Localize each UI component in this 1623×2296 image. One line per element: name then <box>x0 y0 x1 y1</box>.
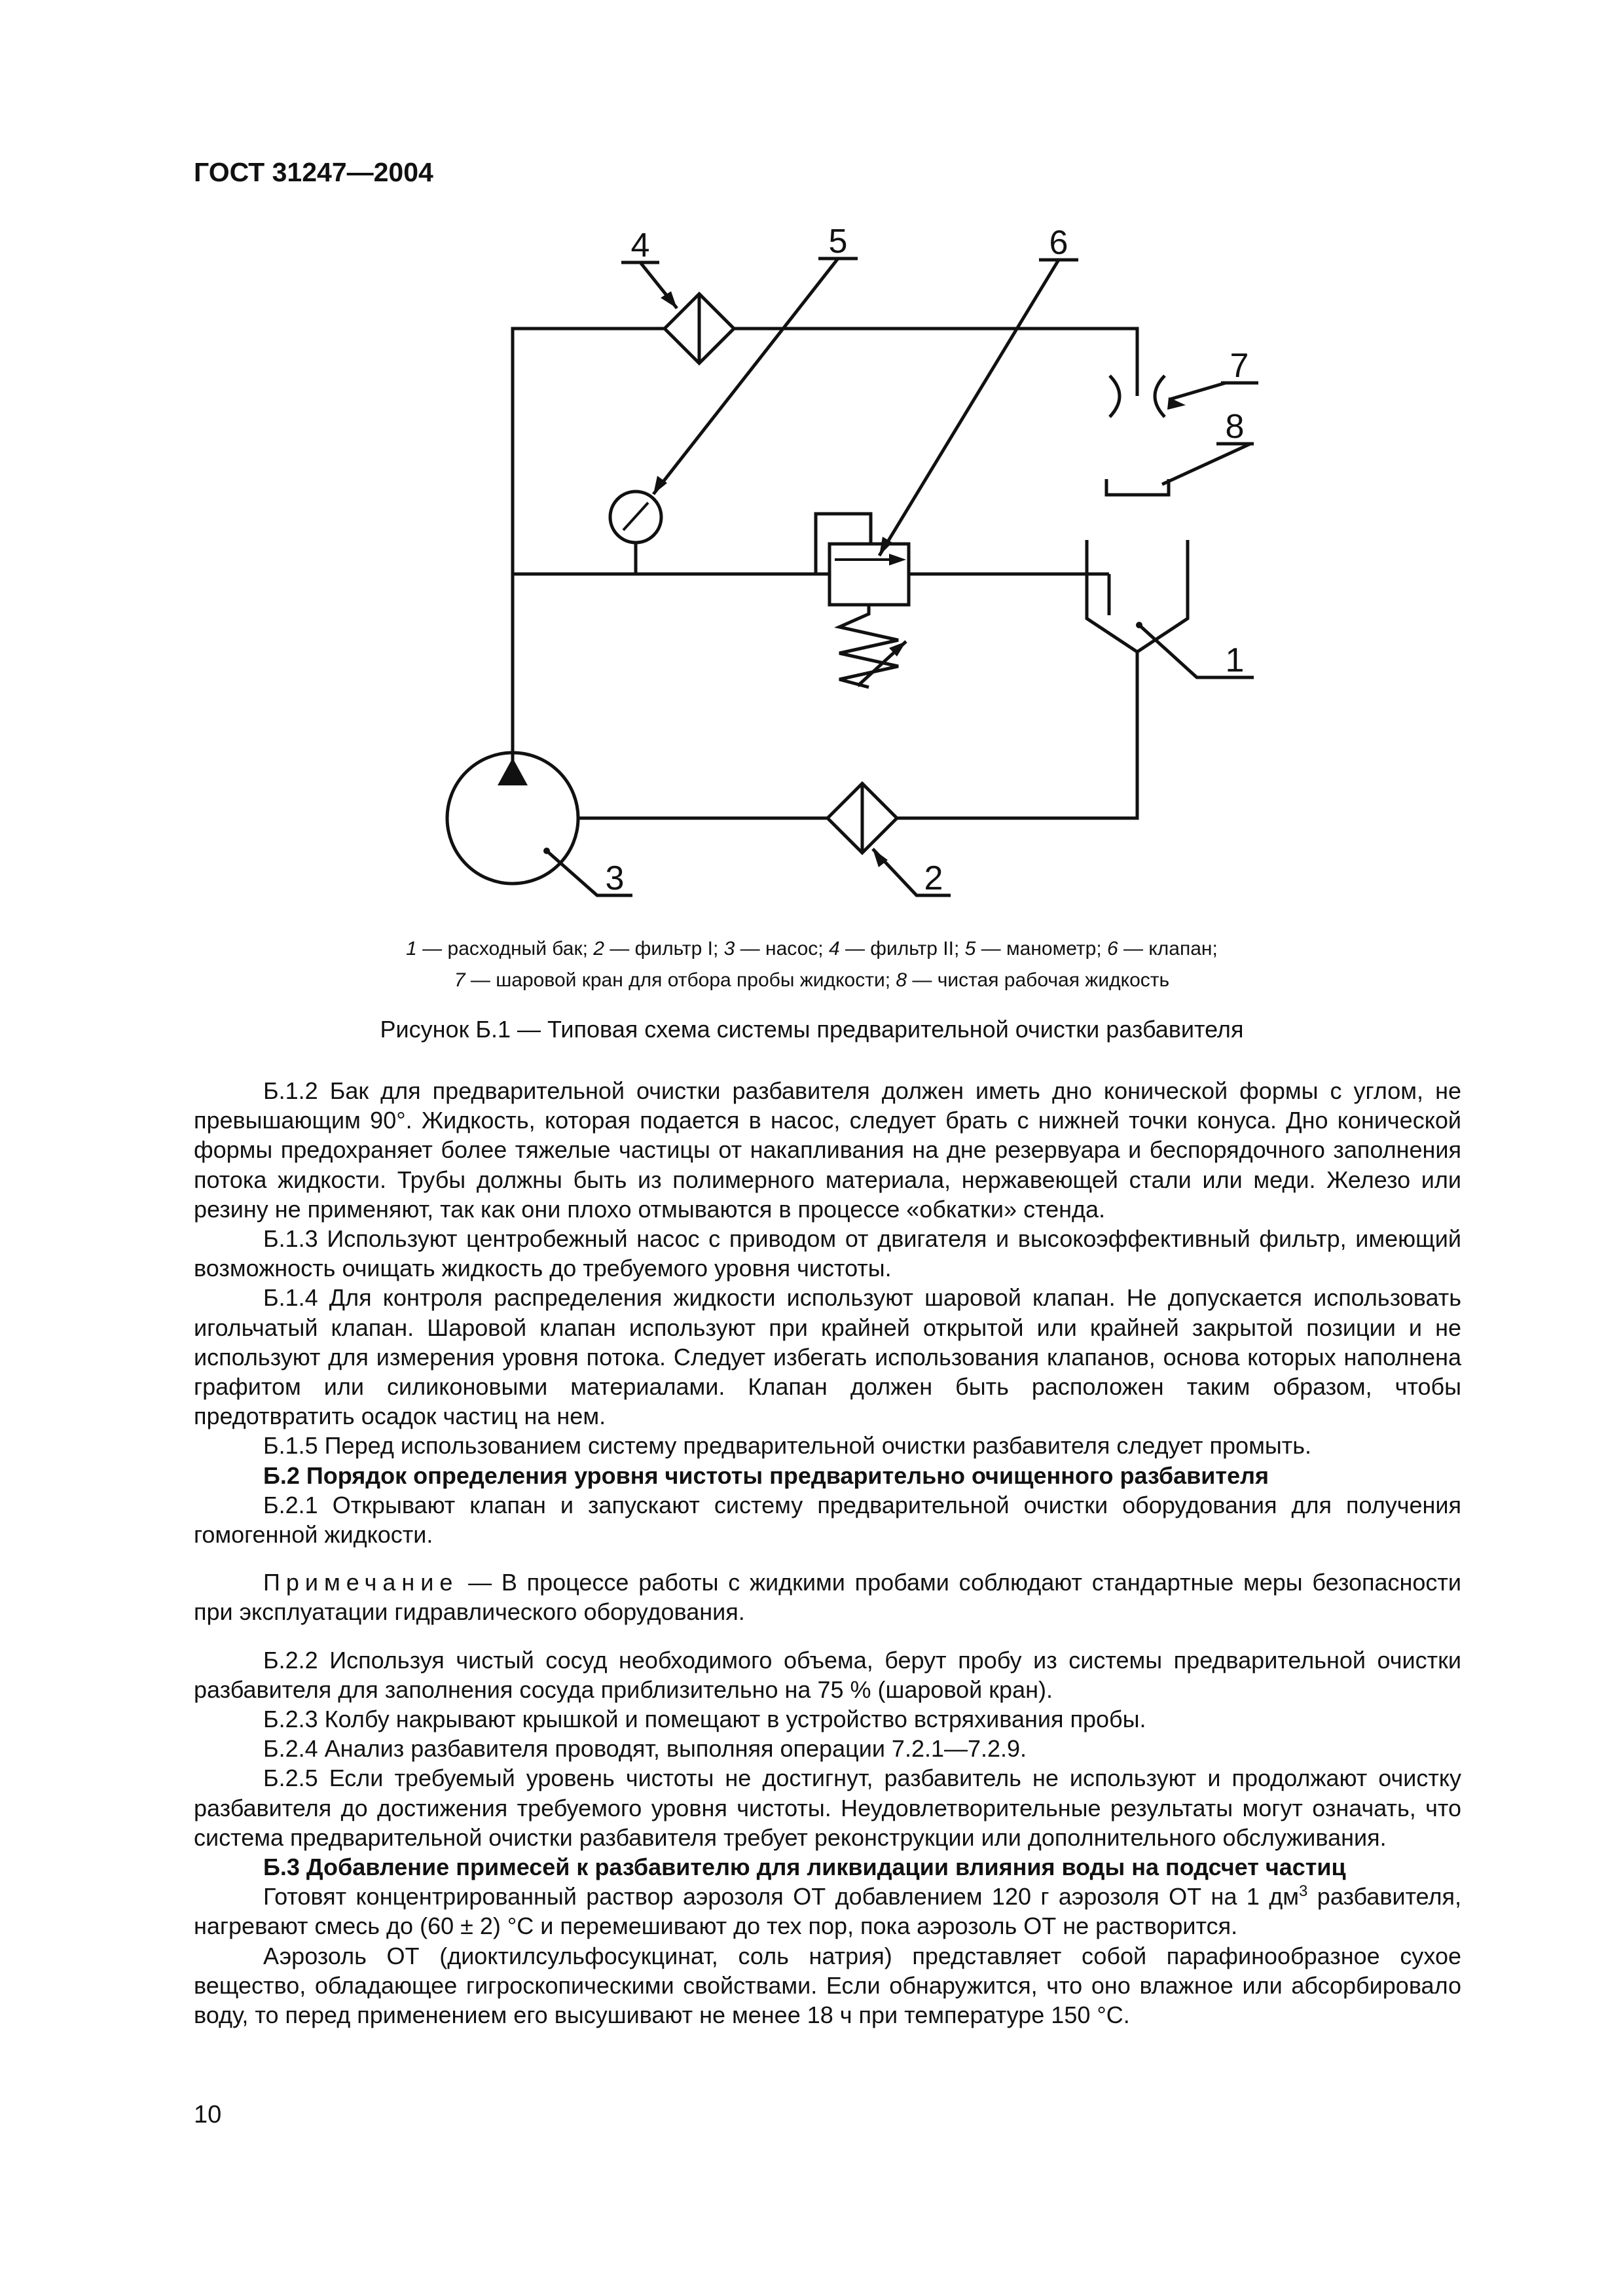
leader-7 <box>1170 383 1226 399</box>
paragraph-b3a-post: разбавителя, нагревают смесь до (60 ± 2) °С и перемешивают до тех пор, пока аэрозоль ОТ не растворится. <box>194 1883 1462 1940</box>
label-5: 5 <box>828 223 848 260</box>
legend-num: 4 <box>828 938 840 960</box>
paragraph-b15: Б.1.5 Перед использованием систему предварительной очистки разбавителя следует промыть. <box>263 1432 1311 1460</box>
superscript-3: 3 <box>1299 1882 1308 1901</box>
legend-num: 3 <box>723 938 735 960</box>
legend-num: 1 <box>406 938 417 960</box>
leader-8 <box>1162 444 1250 484</box>
note-label: Примечание <box>263 1569 459 1596</box>
pump-triangle-icon <box>498 758 528 785</box>
legend-num: 6 <box>1106 938 1118 960</box>
paragraph-b12: Б.1.2 Бак для предварительной очистки разбавителя должен иметь дно конической формы с углом, не превышающим 90°. Жидкость, которая подается в насос, следует брать с нижней точки конуса. Дно конической формы предохраняет более тяжелые частицы от накапливания на дне резервуара и беспорядочного заполнения потока жидкости. Трубы должны быть из полимерного материала, нержавеющей стали или меди. Железо или резину не применяют, так как они плохо отмываются в процессе «обкатки» стенда. <box>194 1077 1461 1223</box>
leader-1 <box>1139 625 1218 677</box>
leader-6 <box>879 260 1059 556</box>
legend-num: 8 <box>896 969 907 991</box>
label-7: 7 <box>1230 347 1249 385</box>
label-1: 1 <box>1225 641 1245 679</box>
legend-text: — чистая рабочая жидкость <box>907 969 1170 991</box>
pre-cleaning-system-diagram <box>0 0 1623 956</box>
paragraph-b14: Б.1.4 Для контроля распределения жидкости используют шаровой клапан. Не допускается использовать игольчатый клапан. Шаровой клапан используют при крайней открытой или крайней закрытой позиции и не используют для измерения уровня потока. Следует избегать использования клапанов, основа которых наполнена графитом или силиконовыми материалами. Клапан должен быть расположен таким образом, чтобы предотвратить осадок частиц на нем. <box>194 1284 1461 1430</box>
page-number: 10 <box>194 2101 222 2128</box>
body-text <box>194 1076 1461 2030</box>
heading-b2: Б.2 Порядок определения уровня чистоты предварительно очищенного разбавителя <box>263 1462 1269 1489</box>
legend-text: — шаровой кран для отбора пробы жидкости; <box>465 969 896 991</box>
paragraph-b25: Б.2.5 Если требуемый уровень чистоты не достигнут, разбавитель не используют и продолжают очистку разбавителя до достижения требуемого уровня чистоты. Неудовлетворительные результаты могут означать, что система предварительной очистки разбавителя требует реконструкции или дополнительного обслуживания. <box>194 1765 1461 1851</box>
legend-text: — клапан; <box>1118 938 1218 960</box>
legend-text: — манометр; <box>976 938 1107 960</box>
collector-icon <box>1106 479 1169 495</box>
pipe-top <box>513 329 1137 774</box>
tank-dot <box>1136 622 1142 628</box>
heading-b3: Б.3 Добавление примесей к разбавителю для ликвидации влияния воды на подсчет частиц <box>263 1854 1346 1881</box>
note-text: — В процессе работы с жидкими пробами соблюдают стандартные меры безопасности при эксплуатации гидравлического оборудования. <box>194 1569 1461 1626</box>
paragraph-b23: Б.2.3 Колбу накрывают крышкой и помещают в устройство встряхивания пробы. <box>263 1706 1146 1733</box>
paragraph-b13: Б.1.3 Используют центробежный насос с приводом от двигателя и высокоэффективный фильтр, имеющий возможность очищать жидкость до требуемого уровня чистоты. <box>194 1225 1461 1282</box>
label-3: 3 <box>605 859 625 897</box>
paragraph-b3a-pre: Готовят концентрированный раствор аэрозоля ОТ добавлением 120 г аэрозоля ОТ на 1 дм <box>263 1883 1300 1910</box>
filter-2-icon <box>828 783 897 853</box>
figure-caption: Рисунок Б.1 — Типовая схема системы предварительной очистки разбавителя <box>380 1016 1244 1043</box>
pump-center-dot <box>543 848 550 854</box>
valve-body <box>830 544 909 605</box>
document-header: ГОСТ 31247—2004 <box>194 157 433 187</box>
paragraph-b24: Б.2.4 Анализ разбавителя проводят, выполняя операции 7.2.1—7.2.9. <box>263 1735 1027 1763</box>
paragraph-b22: Б.2.2 Используя чистый сосуд необходимого объема, берут пробу из системы предварительной очистки разбавителя для заполнения сосуда приблизительно на 75 % (шаровой кран). <box>194 1646 1461 1703</box>
legend-text: — насос; <box>735 938 829 960</box>
paragraph-b21: Б.2.1 Открывают клапан и запускают систему предварительной очистки оборудования для получения гомогенной жидкости. <box>194 1491 1461 1549</box>
label-8: 8 <box>1225 408 1245 446</box>
tank-icon <box>1087 540 1188 652</box>
legend-text: — расходный бак; <box>416 938 594 960</box>
legend-num: 2 <box>593 938 604 960</box>
leader-5 <box>653 259 838 494</box>
paragraph-b3b: Аэрозоль ОТ (диоктилсульфосукцинат, соль натрия) представляет собой парафинообразное сухое вещество, обладающее гигроскопическими свойствами. Если обнаружится, что оно влажное или абсорбировало воду, то перед применением его высушивают не менее 18 ч при температуре 150 °С. <box>194 1942 1461 2029</box>
legend-num: 7 <box>454 969 465 991</box>
legend-num: 5 <box>964 938 976 960</box>
figure-legend-line-2 <box>196 965 1427 996</box>
note <box>194 1568 1461 1626</box>
label-4: 4 <box>630 226 650 264</box>
legend-text: — фильтр I; <box>604 938 724 960</box>
legend-text: — фильтр II; <box>839 938 965 960</box>
label-6: 6 <box>1049 224 1068 262</box>
ball-valve-arrowhead <box>1167 397 1186 410</box>
leader-4-arrowhead <box>661 291 677 308</box>
manometer-needle <box>623 503 648 530</box>
figure-legend-line-1 <box>196 933 1427 965</box>
paragraph-b3a <box>194 1882 1461 1941</box>
label-2: 2 <box>924 859 943 897</box>
